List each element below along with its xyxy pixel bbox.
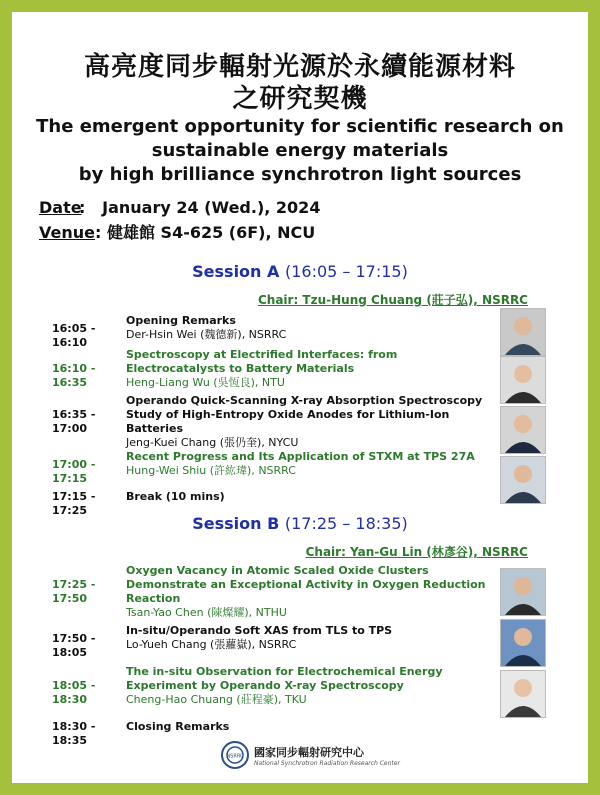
agenda-talk xyxy=(126,624,498,652)
agenda-talk xyxy=(126,314,498,342)
footer-org-en: National Synchrotron Radiation Research Center xyxy=(254,760,400,767)
agenda-time: 17:00 - 17:15 xyxy=(52,458,96,485)
agenda-time: 16:35 - 17:00 xyxy=(52,408,96,435)
date-label: Date xyxy=(39,198,82,217)
date-line: Date: January 24 (Wed.), 2024 xyxy=(39,198,321,217)
talk-title: Spectroscopy at Electrified Interfaces: from Electrocatalysts to Battery Materials xyxy=(126,348,398,375)
talk-speaker: Jeng-Kuei Chang (張仍奎), NYCU xyxy=(126,436,299,449)
speaker-photo xyxy=(500,670,546,718)
speaker-photo xyxy=(500,568,546,616)
speaker-photo xyxy=(500,456,546,504)
title-en-line3: by high brilliance synchrotron light sources xyxy=(78,164,522,185)
agenda-time: 16:10 - 16:35 xyxy=(52,362,96,389)
venue-line: Venue: 健雄館 S4-625 (6F), NCU xyxy=(39,223,316,242)
title-zh-line2: 之研究契機 xyxy=(232,84,368,114)
venue-label: Venue xyxy=(39,223,95,242)
session-b-chair: Chair: Yan-Gu Lin (林彥谷), NSRRC xyxy=(305,545,528,559)
session-b-time: (17:25 – 18:35) xyxy=(284,514,408,533)
session-a-chair: Chair: Tzu-Hung Chuang (莊子弘), NSRRC xyxy=(257,293,528,307)
talk-speaker: Hung-Wei Shiu (許紘瑋), NSRRC xyxy=(126,464,296,477)
speaker-photo xyxy=(500,406,546,454)
date-value: January 24 (Wed.), 2024 xyxy=(102,198,321,217)
agenda-talk xyxy=(126,348,498,390)
agenda-time: 16:05 - 16:10 xyxy=(52,322,96,349)
session-a-heading xyxy=(12,262,588,281)
agenda-talk xyxy=(126,720,498,734)
talk-title: Oxygen Vacancy in Atomic Scaled Oxide Clusters Demonstrate an Exceptional Activity in Oxygen Reduction Reaction xyxy=(126,564,486,605)
talk-title: Recent Progress and Its Application of STXM at TPS 27A xyxy=(126,450,475,463)
nsrrc-logo-icon xyxy=(220,740,250,770)
agenda-talk xyxy=(126,665,498,707)
speaker-photo xyxy=(500,308,546,356)
speaker-photo xyxy=(500,619,546,667)
agenda-time: 18:30 - 18:35 xyxy=(52,720,96,747)
agenda-time: 17:25 - 17:50 xyxy=(52,578,96,605)
agenda-time: 17:50 - 18:05 xyxy=(52,632,96,659)
title-en-line2: sustainable energy materials xyxy=(151,140,449,161)
speaker-photo xyxy=(500,356,546,404)
venue-value: 健雄館 S4-625 (6F), NCU xyxy=(106,223,316,242)
talk-title: Opening Remarks xyxy=(126,314,236,327)
agenda-talk xyxy=(126,564,498,620)
talk-title: In-situ/Operando Soft XAS from TLS to TPS xyxy=(126,624,393,637)
talk-title: Break (10 mins) xyxy=(126,490,225,503)
title-zh-line1: 高亮度同步輻射光源於永續能源材料 xyxy=(83,52,516,82)
agenda-talk xyxy=(126,394,498,450)
talk-speaker: Der-Hsin Wei (魏德新), NSRRC xyxy=(126,328,287,341)
agenda-time: 18:05 - 18:30 xyxy=(52,679,96,706)
footer-org-zh: 國家同步輻射研究中心 xyxy=(254,746,364,759)
poster xyxy=(12,12,588,783)
talk-speaker: Cheng-Hao Chuang (莊程豪), TKU xyxy=(126,693,307,706)
agenda-talk xyxy=(126,450,498,478)
session-b-name: Session B xyxy=(192,514,280,533)
agenda-talk xyxy=(126,490,498,504)
talk-speaker: Tsan-Yao Chen (陳燦耀), NTHU xyxy=(126,606,287,619)
talk-speaker: Heng-Liang Wu (吳恆良), NTU xyxy=(126,376,285,389)
title-en-line1: The emergent opportunity for scientific research on xyxy=(36,116,564,137)
talk-speaker: Lo-Yueh Chang (張蘿嶽), NSRRC xyxy=(126,638,297,651)
logo-text: NSRRC xyxy=(226,753,244,760)
session-a-name: Session A xyxy=(192,262,280,281)
agenda-time: 17:15 - 17:25 xyxy=(52,490,96,517)
session-a-time: (16:05 – 17:15) xyxy=(284,262,408,281)
session-b-heading xyxy=(12,514,588,533)
talk-title: Closing Remarks xyxy=(126,720,230,733)
talk-title: The in-situ Observation for Electrochemical Energy Experiment by Operando X-ray Spectroscopy xyxy=(126,665,443,692)
talk-title: Operando Quick-Scanning X-ray Absorption Spectroscopy Study of High-Entropy Oxide Anodes for Lithium-Ion Batteries xyxy=(126,394,483,435)
